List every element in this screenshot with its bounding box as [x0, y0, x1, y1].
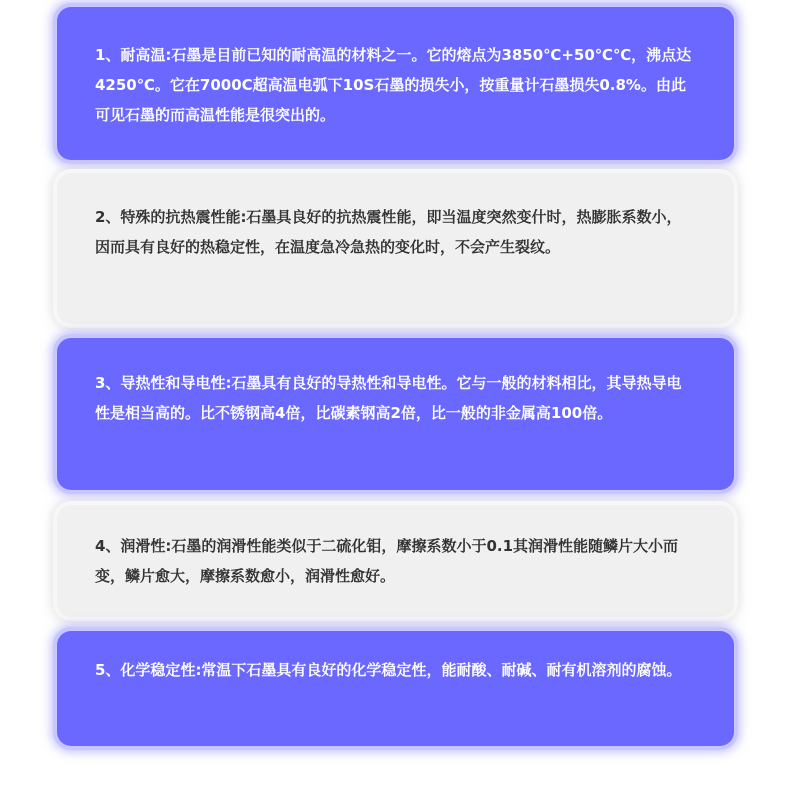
property-text: 3、导热性和导电性:石墨具有良好的导热性和导电性。它与一般的材料相比，其导热导电性是相当高的。比不锈钢高4倍，比碳素钢高2倍，比一般的非金属高100倍。: [95, 374, 682, 422]
property-text: 4、润滑性:石墨的润滑性能类似于二硫化钼，摩擦系数小于0.1其润滑性能随鳞片大小而变，鳞片愈大，摩擦系数愈小，润滑性愈好。: [95, 537, 679, 585]
property-card-thermal-shock: [57, 173, 734, 324]
property-card-chemical-stability: [57, 631, 734, 746]
property-card-conductivity: [57, 338, 734, 490]
property-card-high-temperature: [57, 7, 734, 160]
property-text: 1、耐高温:石墨是目前已知的耐高温的材料之一。它的熔点为3850℃+50℃℃，沸点达4250℃。它在7000C超高温电弧下10S石墨的损失小，按重量计石墨损失0.8%。由此可见石墨的而高温性能是很突出的。: [95, 46, 692, 124]
property-text: 2、特殊的抗热震性能:石墨具良好的抗热震性能，即当温度突然变什时，热膨胀系数小，因而具有良好的热稳定性，在温度急冷急热的变化时，不会产生裂纹。: [95, 208, 682, 256]
property-card-lubricity: [57, 505, 734, 617]
property-text: 5、化学稳定性:常温下石墨具有良好的化学稳定性，能耐酸、耐碱、耐有机溶剂的腐蚀。: [95, 661, 682, 679]
